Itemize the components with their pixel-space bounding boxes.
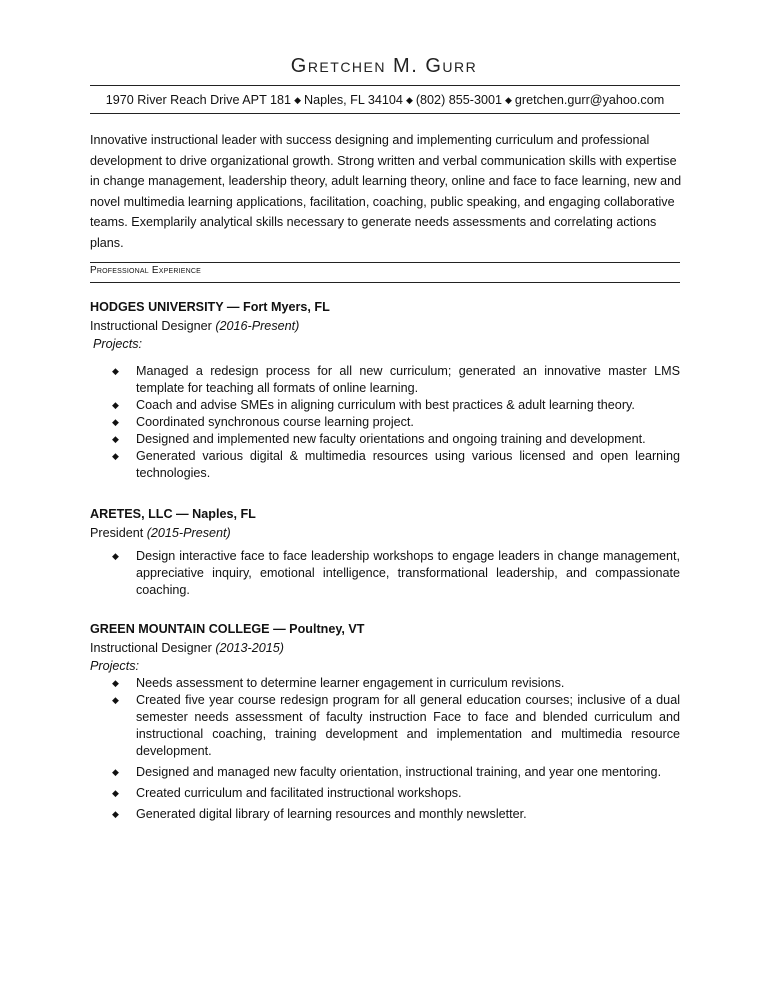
list-item	[90, 785, 680, 802]
professional-summary: Innovative instructional leader with success designing and implementing curriculum and professional development to drive organizational growth. Strong written and verbal communication skills with expertise in change management, leadership theory, adult learning theory, online and face to face learning, new and novel multimedia learning applications, facilitation, coaching, public speaking, and engaging collaborative teams. Exemplarily analytical skills necessary to generate needs assessments and correlating actions plans.	[90, 133, 682, 250]
diamond-separator-icon: ◆	[405, 95, 413, 105]
job-title	[90, 639, 680, 658]
header-rule-bottom	[90, 113, 680, 114]
list-item	[90, 431, 680, 448]
bullet-text: Needs assessment to determine learner engagement in curriculum revisions.	[136, 676, 565, 690]
section-title-experience: Professional Experience	[90, 265, 201, 276]
list-item	[90, 363, 680, 397]
diamond-bullet-icon: ◆	[112, 417, 119, 427]
contact-line	[90, 93, 680, 107]
candidate-name: Gretchen M. Gurr	[290, 55, 478, 77]
job-title-text: Instructional Designer	[90, 641, 212, 655]
bullet-text: Generated digital library of learning resources and monthly newsletter.	[136, 807, 527, 821]
list-item	[90, 448, 680, 482]
contact-city: Naples, FL 34104	[303, 93, 403, 107]
bullet-text: Created curriculum and facilitated instructional workshops.	[136, 786, 462, 800]
projects-label: Projects:	[93, 337, 142, 351]
job-dates: (2015-Present)	[146, 526, 231, 540]
diamond-bullet-icon: ◆	[112, 809, 119, 819]
list-item	[90, 806, 680, 823]
job-entry	[90, 505, 680, 599]
list-item	[90, 675, 680, 692]
diamond-bullet-icon: ◆	[112, 767, 119, 777]
job-title-text: President	[90, 526, 144, 540]
diamond-bullet-icon: ◆	[112, 551, 119, 561]
diamond-bullet-icon: ◆	[112, 400, 119, 410]
contact-email: gretchen.gurr@yahoo.com	[514, 93, 665, 107]
job-title	[90, 317, 680, 336]
contact-address: 1970 River Reach Drive APT 181	[105, 93, 292, 107]
job-bullet-list	[90, 675, 680, 823]
job-dates: (2013-2015)	[215, 641, 284, 655]
job-entry	[90, 298, 680, 482]
bullet-text: Designed and managed new faculty orientation, instructional training, and year one mentoring.	[136, 765, 662, 779]
bullet-text: Generated various digital & multimedia resources using various licensed and open learning technologies.	[136, 449, 680, 480]
bullet-text: Design interactive face to face leadership workshops to engage leaders in change management, appreciative inquiry, emotional intelligence, transformational leadership, and compassionate coaching.	[136, 549, 680, 597]
diamond-separator-icon: ◆	[294, 95, 301, 105]
diamond-bullet-icon: ◆	[112, 695, 119, 705]
bullet-text: Coordinated synchronous course learning project.	[136, 415, 414, 429]
list-item	[90, 764, 680, 781]
employer-heading: HODGES UNIVERSITY — Fort Myers, FL	[90, 300, 330, 314]
job-bullet-list	[90, 548, 680, 599]
projects-label: Projects:	[90, 659, 139, 673]
employer-heading: ARETES, LLC — Naples, FL	[90, 507, 256, 521]
job-dates: (2016-Present)	[215, 319, 300, 333]
job-entry	[90, 620, 680, 823]
job-title-text: Instructional Designer	[90, 319, 212, 333]
section-rule-bottom	[90, 282, 680, 283]
diamond-bullet-icon: ◆	[112, 366, 119, 376]
list-item	[90, 692, 680, 760]
job-title	[90, 524, 680, 543]
bullet-text: Coach and advise SMEs in aligning curriculum with best practices & adult learning theory.	[136, 398, 635, 412]
list-item	[90, 414, 680, 431]
section-rule-top	[90, 262, 680, 263]
bullet-text: Created five year course redesign program for all general education courses; inclusive of a dual semester needs assessment of faculty instruction Face to face and blended curriculum and instructional coaching, training development and implementation and multimedia resource development.	[136, 693, 680, 758]
diamond-separator-icon: ◆	[504, 95, 512, 105]
diamond-bullet-icon: ◆	[112, 678, 119, 688]
diamond-bullet-icon: ◆	[112, 451, 119, 461]
diamond-bullet-icon: ◆	[112, 788, 119, 798]
job-bullet-list	[90, 363, 680, 482]
list-item	[90, 397, 680, 414]
bullet-text: Designed and implemented new faculty orientations and ongoing training and development.	[136, 432, 646, 446]
diamond-bullet-icon: ◆	[112, 434, 119, 444]
bullet-text: Managed a redesign process for all new curriculum; generated an innovative master LMS template for teaching all formats of online learning.	[136, 364, 680, 395]
employer-heading: GREEN MOUNTAIN COLLEGE — Poultney, VT	[90, 622, 365, 636]
header-rule-top	[90, 85, 680, 86]
contact-phone: (802) 855-3001	[415, 93, 502, 107]
list-item	[90, 548, 680, 599]
